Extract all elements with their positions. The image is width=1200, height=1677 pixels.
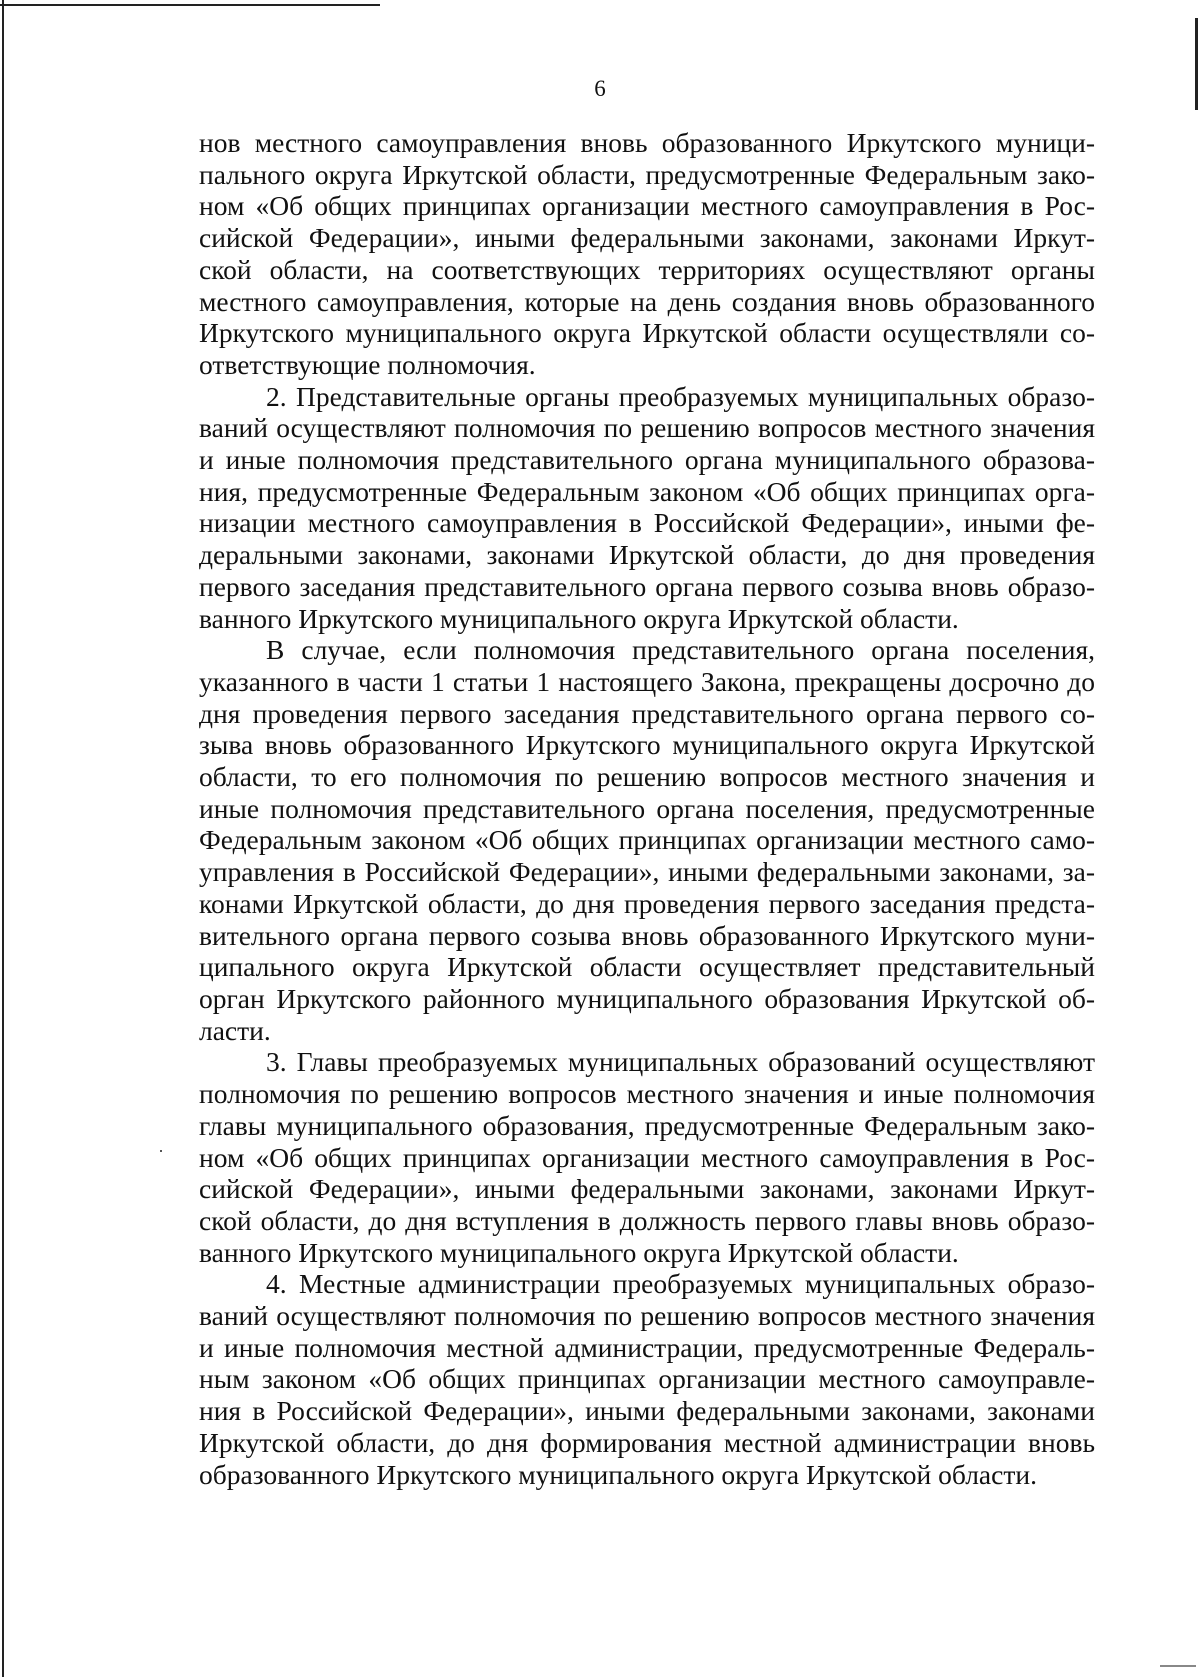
text-line: иные полномочия представительного органа поселения, предусмотренные: [199, 792, 1095, 824]
text-line: ской области, на соответствующих территориях осуществляют органы: [199, 253, 1095, 285]
text-line: главы муниципального образования, предусмотренные Федеральным зако-: [199, 1109, 1095, 1141]
text-line: ваний осуществляют полномочия по решению вопросов местного значения: [199, 412, 1095, 444]
text-line: В случае, если полномочия представительного органа поселения,: [266, 634, 1095, 666]
text-line: ципального округа Иркутской области осуществляет представительный: [199, 951, 1095, 983]
paragraph: [199, 1046, 1095, 1268]
text-line: первого заседания представительного органа первого созыва вновь образо-: [199, 570, 1095, 602]
text-line: нов местного самоуправления вновь образованного Иркутского муници-: [199, 127, 1095, 158]
document-body: [199, 127, 1095, 1490]
text-line: орган Иркутского районного муниципального образования Иркутской об-: [199, 982, 1095, 1014]
text-line: Федеральным законом «Об общих принципах организации местного само-: [199, 824, 1095, 856]
text-line: конами Иркутской области, до дня проведения первого заседания предста-: [199, 887, 1095, 919]
text-line: ласти.: [199, 1014, 271, 1046]
text-line: Иркутского муниципального округа Иркутской области осуществляли со-: [199, 317, 1095, 349]
text-line: управления в Российской Федерации», иными федеральными законами, за-: [199, 856, 1095, 888]
text-line: деральными законами, законами Иркутской области, до дня проведения: [199, 539, 1095, 571]
text-line: ния в Российской Федерации», иными федеральными законами, законами: [199, 1395, 1095, 1427]
text-line: вительного органа первого созыва вновь образованного Иркутского муни-: [199, 919, 1095, 951]
text-line: 2. Представительные органы преобразуемых муниципальных образо-: [266, 380, 1095, 412]
text-line: области, то его полномочия по решению вопросов местного значения и: [199, 761, 1095, 793]
text-line: низации местного самоуправления в Российской Федерации», иными фе-: [199, 507, 1095, 539]
scan-border-top: [0, 4, 380, 6]
text-line: и иные полномочия местной администрации, предусмотренные Федераль-: [199, 1331, 1095, 1363]
paragraph: [199, 127, 1095, 381]
paragraph: [199, 381, 1095, 635]
paragraph: [199, 1268, 1095, 1490]
text-line: указанного в части 1 статьи 1 настоящего Закона, прекращены досрочно до: [199, 665, 1095, 697]
text-line: ния, предусмотренные Федеральным законом «Об общих принципах орга-: [199, 475, 1095, 507]
text-line: образованного Иркутского муниципального округа Иркутской области.: [199, 1458, 1037, 1490]
text-line: ответствующие полномочия.: [199, 348, 536, 380]
text-line: местного самоуправления, которые на день создания вновь образованного: [199, 285, 1095, 317]
text-line: ном «Об общих принципах организации местного самоуправления в Рос-: [199, 190, 1095, 222]
text-line: 4. Местные администрации преобразуемых муниципальных образо-: [266, 1268, 1095, 1300]
paragraph: [199, 634, 1095, 1046]
text-line: ваний осуществляют полномочия по решению вопросов местного значения: [199, 1300, 1095, 1332]
text-line: 3. Главы преобразуемых муниципальных образований осуществляют: [266, 1046, 1095, 1078]
text-line: ванного Иркутского муниципального округа Иркутской области.: [199, 602, 959, 634]
text-line: ным законом «Об общих принципах организации местного самоуправле-: [199, 1363, 1095, 1395]
text-line: ванного Иркутского муниципального округа Иркутской области.: [199, 1236, 959, 1268]
text-line: сийской Федерации», иными федеральными законами, законами Иркут-: [199, 222, 1095, 254]
text-line: ном «Об общих принципах организации местного самоуправления в Рос-: [199, 1141, 1095, 1173]
text-line: дня проведения первого заседания представительного органа первого со-: [199, 697, 1095, 729]
scan-mark-bottom-right: [1160, 1665, 1196, 1667]
page-number: 6: [594, 76, 606, 101]
text-line: полномочия по решению вопросов местного значения и иные полномочия: [199, 1078, 1095, 1110]
text-line: зыва вновь образованного Иркутского муниципального округа Иркутской: [199, 729, 1095, 761]
text-line: сийской Федерации», иными федеральными законами, законами Иркут-: [199, 1173, 1095, 1205]
text-line: пального округа Иркутской области, предусмотренные Федеральным зако-: [199, 158, 1095, 190]
scan-speck: [160, 1150, 162, 1152]
scan-border-left: [2, 0, 4, 1677]
text-line: Иркутской области, до дня формирования местной администрации вновь: [199, 1426, 1095, 1458]
text-line: и иные полномочия представительного органа муниципального образова-: [199, 444, 1095, 476]
text-line: ской области, до дня вступления в должность первого главы вновь образо-: [199, 1204, 1095, 1236]
